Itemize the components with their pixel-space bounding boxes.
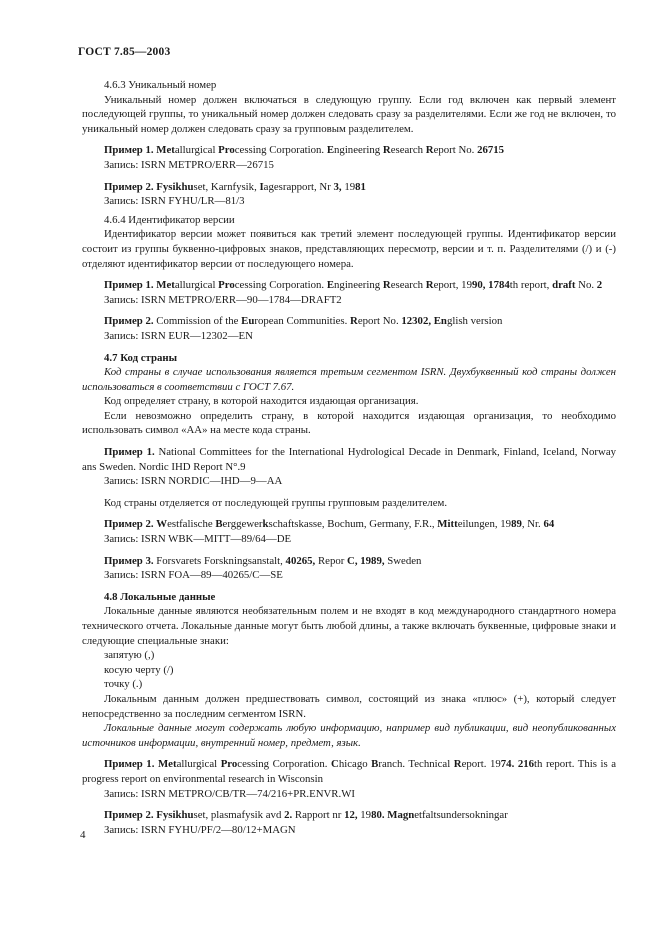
record-line: Запись: ISRN FOA—89—40265/C—SE: [104, 569, 283, 582]
example-1: Пример 1. Metallurgical Processing Corporation. Chicago Branch. Technical Report. 1974. 216th report. This is a progress report on environmental research in Wisconsin: [82, 758, 617, 785]
paragraph: Код страны отделяется от последующей группы групповым разделителем.: [104, 496, 448, 509]
paragraph: Если невозможно определить страну, в которой находится издающая организация, то необходимо использовать символ «АА» на месте кода страны.: [82, 409, 616, 437]
page-header: ГОСТ 7.85—2003: [78, 46, 171, 58]
record-line: Запись: ISRN EUR—12302—EN: [104, 329, 253, 342]
list-item: точку (.): [104, 678, 143, 691]
list-item: запятую (,): [104, 649, 155, 662]
page-number: 4: [80, 829, 86, 841]
example-2: Пример 2. Commission of the European Communities. Report No. 12302, English version: [104, 315, 503, 328]
record-line: Запись: ISRN METPRO/ERR—90—1784—DRAFT2: [104, 293, 342, 306]
paragraph: Код определяет страну, в которой находится издающая организация.: [104, 395, 419, 408]
section-heading-4-6-3: 4.6.3 Уникальный номер: [104, 79, 217, 91]
section-heading-4-8: 4.8 Локальные данные: [104, 590, 216, 603]
example-1: Пример 1. Metallurgical Processing Corporation. Engineering Research Report, 1990, 1784th report, draft No. 2: [104, 279, 603, 292]
list-item: косую черту (/): [104, 663, 174, 676]
italic-paragraph: Локальные данные могут содержать любую информацию, например вид публикации, вид неопубликованных источников информации, внутренний номер, предмет, язык.: [82, 722, 616, 749]
record-line: Запись: ISRN FYHU/LR—81/3: [104, 195, 245, 208]
section-heading-4-6-4: 4.6.4 Идентификатор версии: [104, 213, 235, 226]
example-1: Пример 1. Metallurgical Processing Corporation. Engineering Research Report No. 26715: [104, 144, 505, 157]
paragraph: Локальные данные являются необязательным полем и не входят в код международного стандартного номера технического отчета. Локальные данные могут быть любой длины, а также включать буквенные, цифровые знаки и следующие специальные знаки:: [82, 605, 616, 647]
record-line: Запись: ISRN WBK—MITT—89/64—DE: [104, 533, 292, 546]
record-line: Запись: ISRN NORDIC—IHD—9—AA: [104, 475, 283, 488]
paragraph: Уникальный номер должен включаться в следующую группу. Если год включен как первый элемент последующей группы, то уникальный номер должен следовать сразу за разделителями. Если же год не включен, то уникальный номер должен следовать сразу за групповым разделителем.: [82, 93, 616, 135]
page-content: [82, 78, 616, 837]
section-heading-4-7: 4.7 Код страны: [104, 351, 178, 364]
record-line: Запись: ISRN METPRO/CB/TR—74/216+PR.ENVR.WI: [104, 787, 355, 800]
example-2: Пример 2. Fysikhuset, Karnfysik, Iagesrapport, Nr 3, 1981: [104, 180, 366, 193]
record-line: Запись: ISRN FYHU/PF/2—80/12+MAGN: [104, 823, 296, 836]
example-2: Пример 2. Fysikhuset, plasmafysik avd 2. Rapport nr 12, 1980. Magnetfaltsundersokningar: [104, 809, 508, 822]
record-line: Запись: ISRN METPRO/ERR—26715: [104, 158, 274, 171]
example-2: Пример 2. Westfalische Berggewerkschaftskasse, Bochum, Germany, F.R., Mitteilungen, 1989, Nr. 64: [104, 518, 555, 531]
paragraph: Идентификатор версии может появиться как третий элемент последующей группы. Идентификатор версии состоит из группы буквенно-цифровых знаков, представляющих пересмотр, версии и т. п. Разделителями (/) и (-) отделяют идентификатор версии от последующего номера.: [82, 228, 616, 270]
paragraph: Локальным данным должен предшествовать символ, состоящий из знака «плюс» (+), который следует непосредственно за последним сегментом ISRN.: [82, 692, 616, 720]
example-1: Пример 1. National Committees for the International Hydrological Decade in Denmark, Finland, Iceland, Norway ans Sweden. Nordic IHD Report N°.9: [82, 446, 617, 473]
example-3: Пример 3. Forsvarets Forskningsanstalt, 40265, Repor C, 1989, Sweden: [104, 554, 422, 567]
italic-paragraph: Код страны в случае использования является третьим сегментом ISRN. Двухбуквенный код страны должен использоваться в соответствии с ГОСТ 7.67.: [82, 366, 616, 393]
